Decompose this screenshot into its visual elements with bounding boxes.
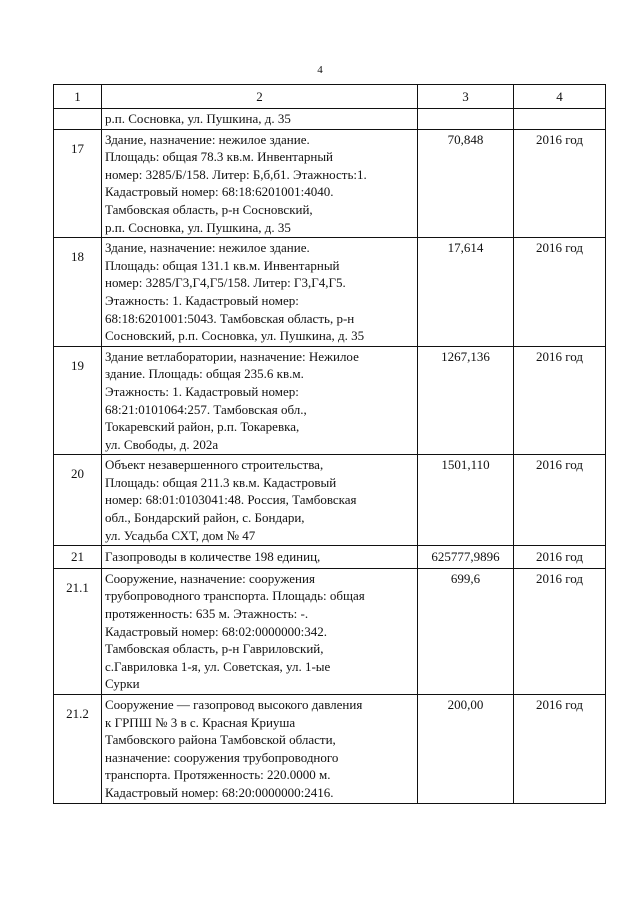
object-year: 2016 год bbox=[514, 455, 606, 546]
table-row bbox=[54, 546, 606, 569]
table-row bbox=[54, 129, 606, 238]
row-number: 21.1 bbox=[54, 568, 102, 694]
continuation-row bbox=[54, 109, 606, 130]
column-header-3: 3 bbox=[418, 85, 514, 109]
table-row bbox=[54, 238, 606, 347]
object-year: 2016 год bbox=[514, 346, 606, 455]
object-description: Здание ветлаборатории, назначение: Нежилое здание. Площадь: общая 235.6 кв.м. Этажность: 1. Кадастровый номер: 68:21:0101064:257. Тамбовская обл., Токаревский район, р.п. Токаревка, ул. Свободы, д. 202а bbox=[102, 346, 418, 455]
column-header-4: 4 bbox=[514, 85, 606, 109]
row-number: 21 bbox=[54, 546, 102, 569]
table-row bbox=[54, 695, 606, 804]
table-row bbox=[54, 346, 606, 455]
continuation-num-cell bbox=[54, 109, 102, 130]
object-value: 625777,9896 bbox=[418, 546, 514, 569]
object-year: 2016 год bbox=[514, 695, 606, 804]
continuation-year-cell bbox=[514, 109, 606, 130]
table-header-row bbox=[54, 85, 606, 109]
object-value: 699,6 bbox=[418, 568, 514, 694]
object-year: 2016 год bbox=[514, 129, 606, 238]
continuation-value-cell bbox=[418, 109, 514, 130]
object-description: Здание, назначение: нежилое здание. Площадь: общая 78.3 кв.м. Инвентарный номер: 3285/Б/158. Литер: Б,б,б1. Этажность:1. Кадастровый номер: 68:18:6201001:4040. Тамбовская область, р-н Сосновский, р.п. Сосновка, ул. Пушкина, д. 35 bbox=[102, 129, 418, 238]
object-value: 200,00 bbox=[418, 695, 514, 804]
table-row bbox=[54, 455, 606, 546]
object-year: 2016 год bbox=[514, 238, 606, 347]
row-number: 17 bbox=[54, 129, 102, 238]
row-number: 21.2 bbox=[54, 695, 102, 804]
object-description: Сооружение — газопровод высокого давления к ГРПШ № 3 в с. Красная Криуша Тамбовского района Тамбовской области, назначение: сооружения трубопроводного транспорта. Протяженность: 220.0000 м. Кадастровый номер: 68:20:0000000:2416. bbox=[102, 695, 418, 804]
object-value: 1501,110 bbox=[418, 455, 514, 546]
object-description: Объект незавершенного строительства, Площадь: общая 211.3 кв.м. Кадастровый номер: 68:01:0103041:48. Россия, Тамбовская обл., Бондарский район, с. Бондари, ул. Усадьба СХТ, дом № 47 bbox=[102, 455, 418, 546]
object-year: 2016 год bbox=[514, 568, 606, 694]
row-number: 18 bbox=[54, 238, 102, 347]
row-number: 19 bbox=[54, 346, 102, 455]
property-registry-table bbox=[53, 84, 606, 804]
object-year: 2016 год bbox=[514, 546, 606, 569]
column-header-1: 1 bbox=[54, 85, 102, 109]
object-value: 1267,136 bbox=[418, 346, 514, 455]
table-row bbox=[54, 568, 606, 694]
page-number: 4 bbox=[317, 64, 323, 76]
object-description: Здание, назначение: нежилое здание. Площадь: общая 131.1 кв.м. Инвентарный номер: 3285/Г3,Г4,Г5/158. Литер: Г3,Г4,Г5. Этажность: 1. Кадастровый номер: 68:18:6201001:5043. Тамбовская область, р-н Сосновский, р.п. Сосновка, ул. Пушкина, д. 35 bbox=[102, 238, 418, 347]
object-description: Сооружение, назначение: сооружения трубопроводного транспорта. Площадь: общая протяженность: 635 м. Этажность: -. Кадастровый номер: 68:02:0000000:342. Тамбовская область, р-н Гавриловский, с.Гавриловка 1-я, ул. Советская, ул. 1-ые Сурки bbox=[102, 568, 418, 694]
row-number: 20 bbox=[54, 455, 102, 546]
column-header-2: 2 bbox=[102, 85, 418, 109]
object-value: 17,614 bbox=[418, 238, 514, 347]
object-description: Газопроводы в количестве 198 единиц, bbox=[102, 546, 418, 569]
object-value: 70,848 bbox=[418, 129, 514, 238]
continuation-address: р.п. Сосновка, ул. Пушкина, д. 35 bbox=[102, 109, 418, 130]
